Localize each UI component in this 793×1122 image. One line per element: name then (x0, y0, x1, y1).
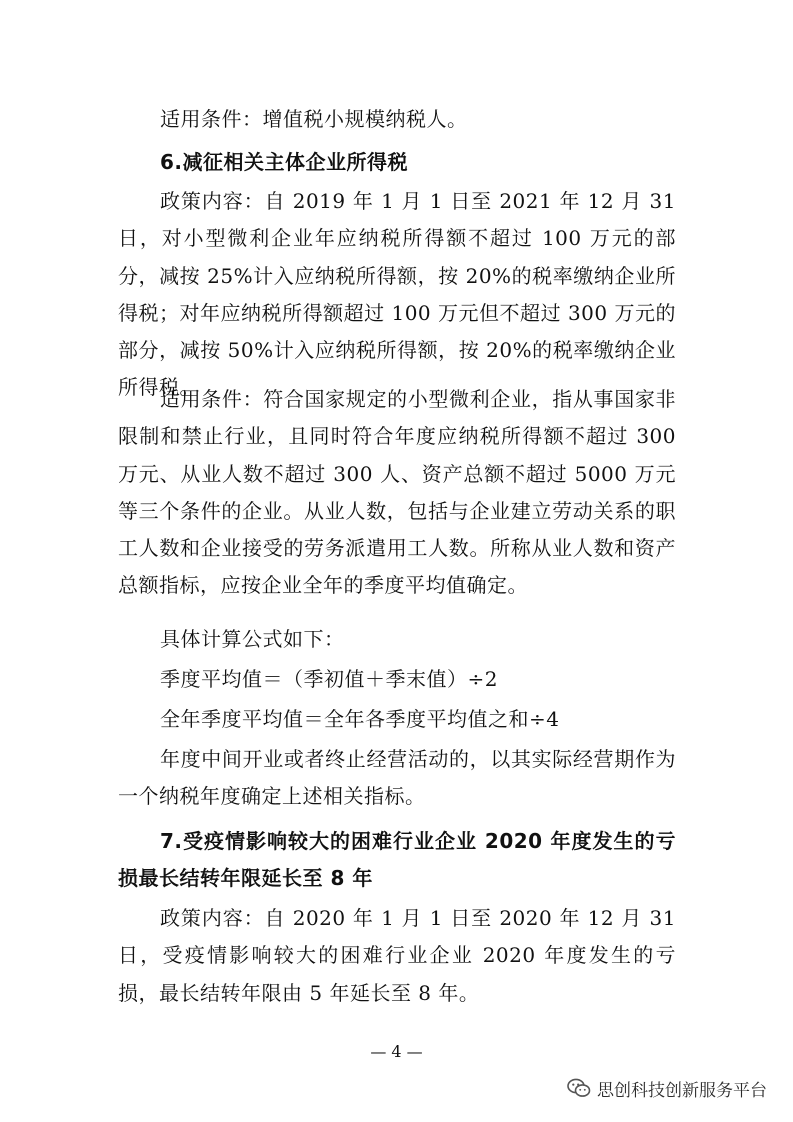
paragraph-policy-content-6: 政策内容：自 2019 年 1 月 1 日至 2021 年 12 月 31 日，对小型微利企业年应纳税所得额不超过 100 万元的部分，减按 25%计入应纳税所得额，按 20%的税率缴纳企业所得税；对年应纳税所得额超过 100 万元但不超过 300 万元的部分，减按 50%计入应纳税所得额，按 20%的税率缴纳企业所得税。 (118, 189, 676, 400)
paragraph-formula-intro: 具体计算公式如下： (160, 627, 345, 651)
page-number: — 4 — (370, 1042, 423, 1061)
wechat-icon (567, 1077, 591, 1099)
paragraph-policy-content-7: 政策内容：自 2020 年 1 月 1 日至 2020 年 12 月 31 日，受疫情影响较大的困难行业企业 2020 年度发生的亏损，最长结转年限由 5 年延长至 8 年。 (118, 906, 676, 1005)
paragraph-applicable-conditions-6: 适用条件：符合国家规定的小型微利企业，指从事国家非限制和禁止行业，且同时符合年度应纳税所得额不超过 300 万元、从业人数不超过 300 人、资产总额不超过 5000 万元等三个条件的企业。从业人数，包括与企业建立劳动关系的职工人数和企业接受的劳务派遣用工人数。所称从业人数和资产总额指标，应按企业全年的季度平均值确定。 (118, 387, 676, 598)
paragraph-formula-quarterly: 季度平均值＝（季初值＋季末值）÷2 (160, 667, 498, 691)
paragraph-applicable-conditions-1: 适用条件：增值税小规模纳税人。 (160, 107, 468, 131)
section-heading-7: 7.受疫情影响较大的困难行业企业 2020 年度发生的亏损最长结转年限延长至 8 年 (118, 829, 676, 891)
section-heading-6: 6.减征相关主体企业所得税 (160, 150, 409, 174)
watermark-text: 思创科技创新服务平台 (597, 1080, 767, 1101)
paragraph-mid-year-note: 年度中间开业或者终止经营活动的，以其实际经营期作为一个纳税年度确定上述相关指标。 (118, 747, 676, 809)
watermark (567, 1075, 767, 1101)
paragraph-formula-annual: 全年季度平均值＝全年各季度平均值之和÷4 (160, 707, 560, 731)
